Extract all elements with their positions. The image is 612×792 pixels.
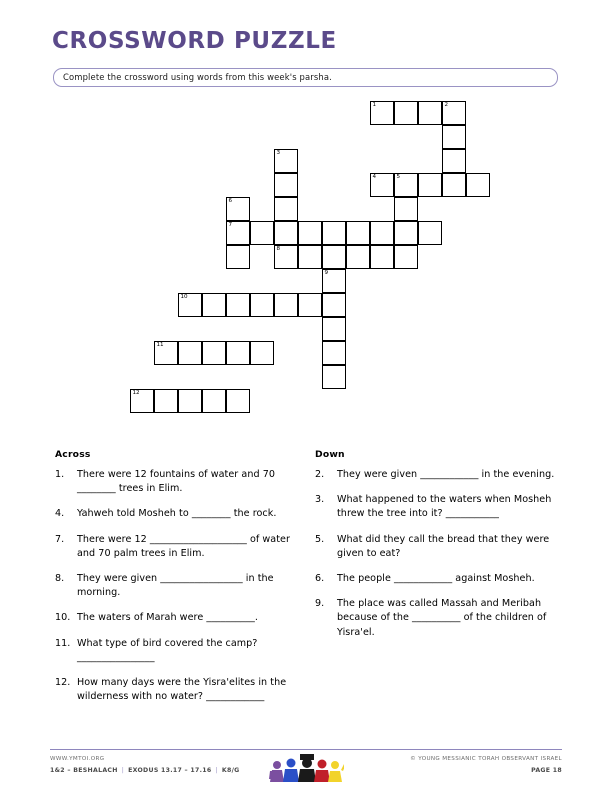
footer-right <box>410 754 562 776</box>
down-clue-text: What happened to the waters when Mosheh threw the tree into it? ___________ <box>337 494 552 520</box>
crossword-cell[interactable] <box>370 173 394 197</box>
crossword-cell-number: 5 <box>396 174 401 180</box>
crossword-cell[interactable] <box>274 173 298 197</box>
crossword-cell-number: 12 <box>132 390 140 396</box>
across-clue-number: 11. <box>55 637 71 649</box>
down-clue-item <box>315 493 565 521</box>
down-clue-item <box>315 597 565 640</box>
across-clue-text: Yahweh told Mosheh to ________ the rock. <box>77 508 277 520</box>
across-clue-item <box>55 572 305 600</box>
down-clue-item <box>315 533 565 561</box>
crossword-cell[interactable] <box>322 341 346 365</box>
crossword-cell[interactable] <box>154 389 178 413</box>
crossword-cell[interactable] <box>370 221 394 245</box>
across-clue-item <box>55 507 305 521</box>
across-clue-item <box>55 468 305 496</box>
footer-grade: K8/G <box>221 767 240 774</box>
crossword-cell[interactable] <box>394 197 418 221</box>
crossword-cell[interactable] <box>298 221 322 245</box>
crossword-cell[interactable] <box>322 269 346 293</box>
footer-copyright: © YOUNG MESSIANIC TORAH OBSERVANT ISRAEL <box>410 756 562 762</box>
across-clue-list <box>55 468 305 715</box>
crossword-cell[interactable] <box>226 293 250 317</box>
crossword-cell[interactable] <box>274 197 298 221</box>
across-clue-number: 10. <box>55 612 71 624</box>
footer-left <box>50 754 240 776</box>
crossword-cell[interactable] <box>442 125 466 149</box>
crossword-cell[interactable] <box>226 197 250 221</box>
crossword-cell[interactable] <box>250 293 274 317</box>
crossword-cell-number: 3 <box>276 150 281 156</box>
crossword-cell[interactable] <box>226 389 250 413</box>
down-clue-text: They were given ____________ in the evening. <box>337 469 555 480</box>
footer-page-number: PAGE 18 <box>531 767 562 774</box>
crossword-cell-number: 2 <box>444 102 449 108</box>
footer-separator-2: | <box>215 767 218 774</box>
crossword-cell[interactable] <box>226 341 250 365</box>
crossword-cell[interactable] <box>346 221 370 245</box>
crossword-cell[interactable] <box>394 221 418 245</box>
footer-website[interactable]: WWW.YMTOI.ORG <box>50 756 105 762</box>
crossword-cell[interactable] <box>394 245 418 269</box>
crossword-cell[interactable] <box>370 245 394 269</box>
footer-divider <box>50 749 562 750</box>
crossword-cell[interactable] <box>178 341 202 365</box>
across-clue-number: 4. <box>55 508 65 520</box>
crossword-cell[interactable] <box>322 245 346 269</box>
down-clue-number: 9. <box>315 598 325 610</box>
down-clue-item <box>315 468 565 482</box>
across-clue-number: 8. <box>55 573 65 585</box>
crossword-cell-number: 4 <box>372 174 377 180</box>
across-heading: Across <box>55 449 91 460</box>
crossword-cell[interactable] <box>274 293 298 317</box>
crossword-cell[interactable] <box>274 149 298 173</box>
crossword-cell[interactable] <box>226 245 250 269</box>
crossword-cell[interactable] <box>346 245 370 269</box>
across-clue-number: 7. <box>55 533 65 545</box>
down-clue-list <box>315 468 565 651</box>
crossword-cell-number: 1 <box>372 102 377 108</box>
crossword-cell[interactable] <box>298 245 322 269</box>
crossword-cell[interactable] <box>274 245 298 269</box>
crossword-cell[interactable] <box>178 389 202 413</box>
across-clue-item <box>55 676 305 704</box>
across-clue-text: They were given _________________ in the morning. <box>77 573 274 599</box>
crossword-cell[interactable] <box>202 341 226 365</box>
down-clue-text: What did they call the bread that they were given to eat? <box>337 533 550 559</box>
crossword-cell[interactable] <box>130 389 154 413</box>
footer-parsha: 1&2 – BESHALACH <box>50 767 118 774</box>
crossword-cell[interactable] <box>322 317 346 341</box>
down-clue-number: 2. <box>315 469 325 480</box>
down-clue-number: 5. <box>315 533 325 545</box>
crossword-cell[interactable] <box>202 293 226 317</box>
footer-reference: EXODUS 13.17 – 17.16 <box>128 767 212 774</box>
crossword-cell[interactable] <box>418 221 442 245</box>
across-clue-text: How many days were the Yisra'elites in the wilderness with no water? ____________ <box>77 677 287 703</box>
crossword-cell[interactable] <box>250 221 274 245</box>
crossword-cell-number: 9 <box>324 270 329 276</box>
across-clue-text: There were 12 ____________________ of water and 70 palm trees in Elim. <box>77 533 290 559</box>
crossword-cell[interactable] <box>226 221 250 245</box>
crossword-cell[interactable] <box>322 365 346 389</box>
page-title: CROSSWORD PUZZLE <box>52 28 337 54</box>
across-clue-item <box>55 533 305 561</box>
crossword-cell[interactable] <box>418 173 442 197</box>
crossword-cell[interactable] <box>466 173 490 197</box>
across-clue-item <box>55 637 305 665</box>
crossword-cell[interactable] <box>178 293 202 317</box>
down-heading: Down <box>315 449 345 460</box>
down-clue-text: The people ____________ against Mosheh. <box>337 573 535 585</box>
crossword-cell[interactable] <box>322 221 346 245</box>
across-clue-text: There were 12 fountains of water and 70 ________ trees in Elim. <box>77 469 275 495</box>
crossword-cell[interactable] <box>298 293 322 317</box>
down-clue-text: The place was called Massah and Meribah because of the __________ of the children of Yisra'el. <box>337 598 547 638</box>
across-clue-number: 1. <box>55 469 65 480</box>
crossword-cell[interactable] <box>154 341 178 365</box>
crossword-cell-number: 8 <box>276 246 281 252</box>
footer-separator-1: | <box>121 767 125 774</box>
crossword-cell[interactable] <box>274 221 298 245</box>
crossword-cell[interactable] <box>250 341 274 365</box>
crossword-cell[interactable] <box>442 149 466 173</box>
across-clue-text: What type of bird covered the camp? ________________ <box>77 637 258 663</box>
crossword-cell-number: 6 <box>228 198 233 204</box>
crossword-cell[interactable] <box>418 101 442 125</box>
crossword-cell-number: 7 <box>228 222 233 228</box>
footer-meta <box>50 765 240 776</box>
crossword-cell[interactable] <box>442 101 466 125</box>
crossword-cell[interactable] <box>394 173 418 197</box>
crossword-cell[interactable] <box>370 101 394 125</box>
crossword-cell-number: 10 <box>180 294 188 300</box>
down-clue-number: 6. <box>315 573 325 585</box>
instruction-text: Complete the crossword using words from this week's parsha. <box>63 72 332 82</box>
crossword-cell[interactable] <box>394 101 418 125</box>
crossword-cell[interactable] <box>202 389 226 413</box>
down-clue-item <box>315 572 565 586</box>
across-clue-number: 12. <box>55 677 71 689</box>
crossword-cell[interactable] <box>322 293 346 317</box>
crossword-cell[interactable] <box>442 173 466 197</box>
across-clue-item <box>55 611 305 625</box>
organization-logo-icon <box>268 752 344 784</box>
across-clue-text: The waters of Marah were __________. <box>77 612 258 624</box>
down-clue-number: 3. <box>315 494 325 506</box>
crossword-cell-number: 11 <box>156 342 164 348</box>
